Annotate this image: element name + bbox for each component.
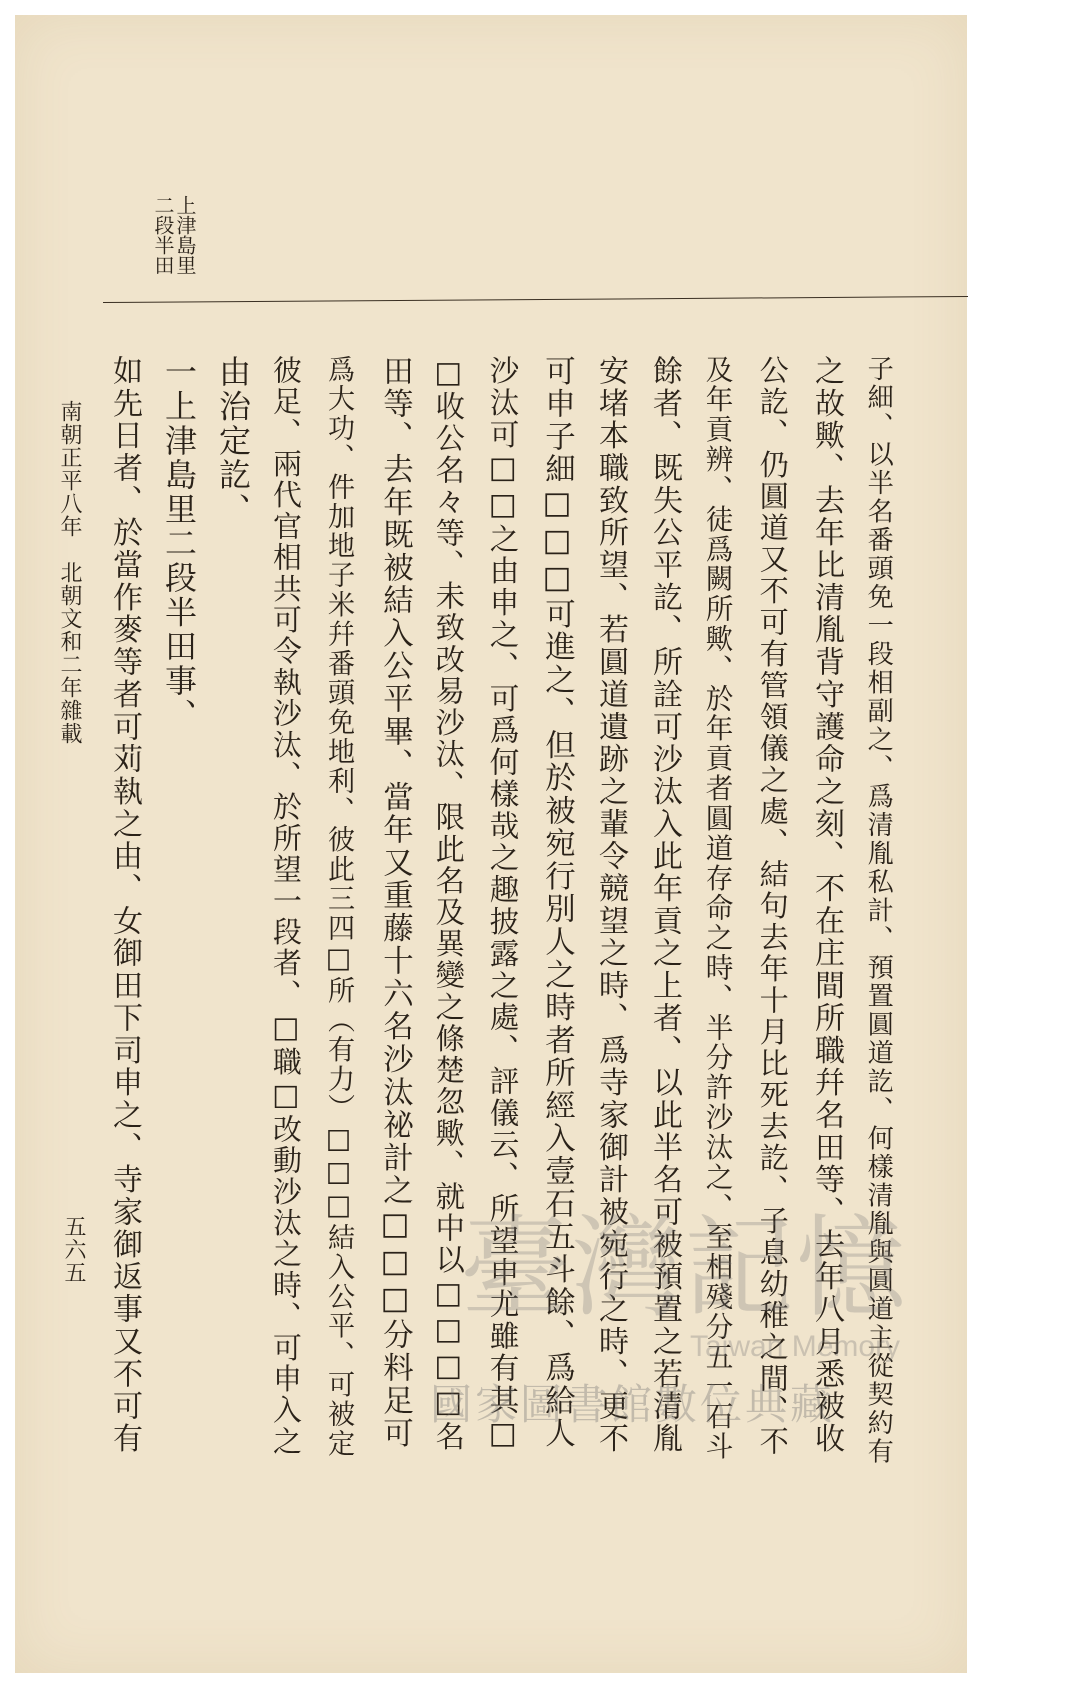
text-column-9: □收公名々等、未致改易沙汰、限此名及異變之條楚忽歟、就中以□□□□名 bbox=[431, 355, 466, 1453]
watermark-english: Taiwan Memory bbox=[690, 1330, 901, 1363]
watermark-logo: 臺灣記憶 bbox=[460, 1204, 908, 1332]
margin-note-line1: 上津島里 bbox=[173, 195, 197, 275]
text-column-13: 由治定訖、 bbox=[214, 355, 252, 527]
running-head: 南朝正平八年 北朝文和二年雜載 bbox=[57, 400, 82, 745]
text-column-14: 一上津島里二段半田事、 bbox=[160, 355, 198, 733]
text-column-4: 及年貢辨、徒爲闕所歟、於年貢者圓道存命之時、半分許沙汰之、至相殘分五一石斗 bbox=[700, 355, 734, 1462]
watermark-chinese: 國家圖書館數位典藏 bbox=[430, 1380, 836, 1429]
text-column-10: 田等、去年既被結入公平畢、當年又重藤十六名沙汰祕計之□□□分料足可 bbox=[377, 355, 413, 1450]
text-column-8: 沙汰可□□之由申之、可爲何樣哉之趣披露之處、評儀云、所望申尤雖有其□ bbox=[485, 355, 520, 1453]
text-column-6: 安堵本職致所望、若圓道遺跡之輩令競望之時、爲寺家御計被宛行之時、更不 bbox=[593, 355, 629, 1455]
text-column-5: 餘者、既失公平訖、所詮可沙汰入此年貢之上者、以此半名可被預置之若清胤 bbox=[647, 355, 683, 1455]
margin-note-line2: 二段半田 bbox=[151, 195, 175, 275]
text-column-12: 彼足、兩代官相共可令執沙汰、於所望一段者、□職□改動沙汰之時、可申入之 bbox=[268, 355, 303, 1458]
text-column-2: 之故歟、去年比清胤背守護命之刻、不在庄間所職幷名田等、去年八月悉被收 bbox=[809, 355, 845, 1455]
text-column-3: 公訖、仍圓道又不可有管領儀之處、結句去年十月比死去訖、子息幼稚之間、不 bbox=[755, 355, 790, 1458]
text-column-15: 如先日者、於當作麥等者可苅執之由、女御田下司申之、寺家御返事又不可有 bbox=[107, 355, 143, 1455]
text-column-7: 可申子細□□□可進之、但於被宛行別人之時者所經入壹石五斗餘、爲給人 bbox=[539, 355, 575, 1450]
page-number: 五六五 bbox=[61, 1215, 86, 1284]
watermark bbox=[430, 1180, 930, 1430]
text-column-1: 子細、以半名番頭免一段相副之、爲清胤私計、預置圓道訖、何樣清胤與圓道主從契約有 bbox=[863, 355, 894, 1467]
text-column-11: 爲大功、件加地子米幷番頭免地利、彼此三四□所（有力）□□□結入公平、可被定 bbox=[323, 355, 355, 1459]
